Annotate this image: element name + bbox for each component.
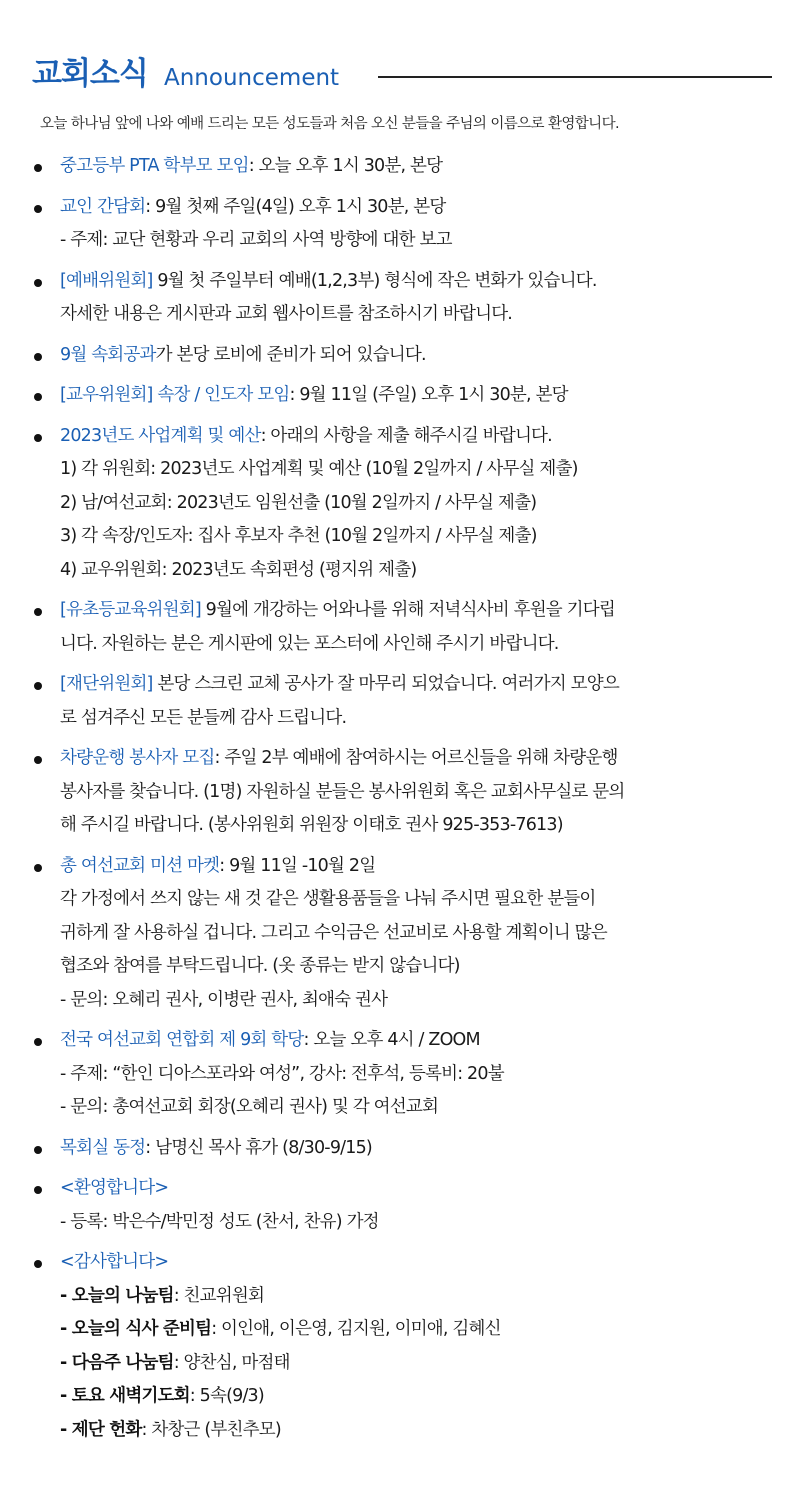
announcement-detail-line — [60, 702, 770, 736]
announcement-text: : 9월 11일 -10월 2일 — [219, 855, 376, 876]
announcement-headline — [60, 850, 770, 884]
announcement-item — [0, 265, 800, 332]
announcement-text: 2) 남/여선교회: 2023년도 임원선출 (10월 2일까지 / 사무실 제출) — [60, 492, 537, 513]
announcement-headline — [60, 668, 770, 702]
announcement-text: : 9월 11일 (주일) 오후 1시 30분, 본당 — [289, 385, 568, 405]
announcement-text: 로 섬겨주신 모든 분들께 감사 드립니다. — [60, 707, 347, 728]
announcement-detail-line — [60, 1206, 770, 1240]
announcement-text: 본당 스크린 교체 공사가 잘 마무리 되었습니다. 여러가지 모양으 — [152, 674, 619, 694]
announcement-item — [0, 594, 800, 661]
announcement-detail-line — [60, 1313, 770, 1347]
announcement-item — [0, 1172, 800, 1239]
announcement-text: 9월 첫 주일부터 예배(1,2,3부) 형식에 작은 변화가 있습니다. — [152, 270, 597, 291]
announcement-text: : 아래의 사항을 제출 해주시길 바랍니다. — [260, 425, 552, 446]
detail-label: - 다음주 나눔팀 — [60, 1352, 174, 1373]
announcement-detail-line — [60, 224, 770, 258]
announcement-item — [0, 742, 800, 843]
announcement-text: 가 본당 로비에 준비가 되어 있습니다. — [155, 344, 426, 365]
announcement-detail-line — [60, 453, 770, 487]
announcement-detail-line — [60, 554, 770, 588]
announcement-detail-line — [60, 520, 770, 554]
announcement-headline — [60, 150, 770, 184]
announcement-item — [0, 150, 800, 184]
detail-label: - 제단 헌화 — [60, 1419, 142, 1440]
announcement-text: - 주제: “한인 디아스포라와 여성”, 강사: 전후석, 등록비: 20불 — [60, 1063, 504, 1084]
announcement-title: [교우위원회] 속장 / 인도자 모임 — [60, 385, 290, 405]
announcement-detail-line — [60, 1414, 770, 1448]
announcement-text: : 5속(9/3) — [189, 1386, 264, 1406]
announcement-text: - 문의: 총여선교회 회장(오혜리 권사) 및 각 여선교회 — [60, 1097, 439, 1117]
detail-label: - 오늘의 나눔팀 — [60, 1285, 174, 1306]
announcement-title: 전국 여선교회 연합회 제 9회 학당 — [60, 1030, 304, 1050]
announcement-text: : 차창근 (부친추모) — [141, 1419, 281, 1440]
announcement-text: 각 가정에서 쓰지 않는 새 것 같은 생활용품들을 나눠 주시면 필요한 분들이 — [60, 889, 596, 909]
announcement-headline — [60, 191, 770, 225]
announcement-text: 봉사자를 찾습니다. (1명) 자원하실 분들은 봉사위원회 혹은 교회사무실로 문의 — [60, 781, 625, 802]
announcement-text: 1) 각 위원회: 2023년도 사업계획 및 예산 (10월 2일까지 / 사무실 제출) — [60, 459, 578, 479]
announcement-title: 총 여선교회 미션 마켓 — [60, 855, 220, 876]
announcement-item — [0, 339, 800, 373]
announcement-item — [0, 1132, 800, 1166]
announcement-text: 4) 교우위원회: 2023년도 속회편성 (평지위 제출) — [60, 559, 417, 580]
announcement-text: 귀하게 잘 사용하실 겁니다. 그리고 수익금은 선교비로 사용할 계획이니 많은 — [60, 922, 607, 943]
announcement-item — [0, 420, 800, 588]
announcement-title: 목회실 동정 — [60, 1137, 146, 1158]
announcement-detail-line — [60, 487, 770, 521]
announcement-title: 2023년도 사업계획 및 예산 — [60, 425, 261, 446]
announcement-title: [재단위원회] — [60, 674, 153, 694]
announcement-title: [예배위원회] — [60, 270, 153, 291]
announcement-title: 9월 속회공과 — [60, 344, 156, 365]
announcement-headline — [60, 1246, 770, 1280]
announcement-detail-line — [60, 1058, 770, 1092]
announcement-item — [0, 1024, 800, 1125]
announcement-text: : 남명신 목사 휴가 (8/30-9/15) — [145, 1137, 372, 1158]
announcement-item — [0, 1246, 800, 1447]
announcement-title: <감사합니다> — [60, 1252, 169, 1272]
announcement-item — [0, 850, 800, 1018]
announcement-title: 교인 간담회 — [60, 196, 146, 217]
announcement-detail-line — [60, 1280, 770, 1314]
announcement-headline — [60, 594, 770, 628]
announcement-text: : 오늘 오후 4시 / ZOOM — [303, 1030, 480, 1050]
announcement-detail-line — [60, 1347, 770, 1381]
announcement-text: 자세한 내용은 게시판과 교회 웹사이트를 참조하시기 바랍니다. — [60, 304, 513, 324]
announcement-text: - 등록: 박은수/박민정 성도 (찬서, 찬유) 가정 — [60, 1211, 379, 1232]
announcement-headline — [60, 339, 770, 373]
announcement-headline — [60, 379, 770, 413]
announcement-text: : 양찬심, 마점태 — [173, 1352, 290, 1373]
page-subtitle: Announcement — [164, 65, 340, 91]
announcement-text: - 문의: 오혜리 권사, 이병란 권사, 최애숙 권사 — [60, 989, 388, 1010]
announcement-title: 중고등부 PTA 학부모 모임 — [60, 156, 249, 176]
announcement-detail-line — [60, 883, 770, 917]
detail-label: - 오늘의 식사 준비팀 — [60, 1319, 212, 1339]
announcement-detail-line — [60, 776, 770, 810]
announcement-detail-line — [60, 950, 770, 984]
announcement-text: : 이인애, 이은영, 김지원, 이미애, 김혜신 — [211, 1319, 501, 1339]
announcement-headline — [60, 265, 770, 299]
announcement-headline — [60, 1024, 770, 1058]
announcement-detail-line — [60, 1091, 770, 1125]
announcement-text: : 9월 첫째 주일(4일) 오후 1시 30분, 본당 — [145, 196, 446, 217]
announcement-item — [0, 191, 800, 258]
announcement-text: 9월에 개강하는 어와나를 위해 저녁식사비 후원을 기다립 — [200, 600, 615, 620]
header-divider — [378, 76, 772, 78]
announcement-text: 해 주시길 바랍니다. (봉사위원회 위원장 이태호 권사 925-353-7613) — [60, 815, 563, 835]
section-header — [32, 52, 772, 102]
announcement-detail-line — [60, 917, 770, 951]
announcement-text: - 주제: 교단 현황과 우리 교회의 사역 방향에 대한 보고 — [60, 230, 452, 250]
announcement-headline — [60, 1172, 770, 1206]
announcement-text: 3) 각 속장/인도자: 집사 후보자 추천 (10월 2일까지 / 사무실 제출) — [60, 526, 537, 546]
announcement-headline — [60, 420, 770, 454]
announcement-item — [0, 379, 800, 413]
announcement-text: 협조와 참여를 부탁드립니다. (옷 종류는 받지 않습니다) — [60, 956, 460, 976]
announcement-text: : 오늘 오후 1시 30분, 본당 — [248, 156, 443, 176]
announcement-title: [유초등교육위원회] — [60, 600, 201, 620]
detail-label: - 토요 새벽기도회 — [60, 1386, 190, 1406]
announcement-detail-line — [60, 1380, 770, 1414]
announcement-headline — [60, 1132, 770, 1166]
page-title: 교회소식 — [32, 56, 148, 92]
announcement-detail-line — [60, 809, 770, 843]
announcement-title: 차량운행 봉사자 모집 — [60, 748, 215, 768]
announcement-detail-line — [60, 298, 770, 332]
announcement-text: 니다. 자원하는 분은 게시판에 있는 포스터에 사인해 주시기 바랍니다. — [60, 633, 559, 654]
announcement-detail-line — [60, 984, 770, 1018]
announcement-title: <환영합니다> — [60, 1178, 169, 1198]
announcement-list — [0, 150, 800, 1447]
announcement-item — [0, 668, 800, 735]
welcome-text: 오늘 하나님 앞에 나와 예배 드리는 모든 성도들과 처음 오신 분들을 주님의 이름으로 환영합니다. — [40, 116, 619, 132]
announcement-text: : 친교위원회 — [173, 1285, 265, 1306]
announcement-detail-line — [60, 628, 770, 662]
announcement-headline — [60, 742, 770, 776]
announcement-text: : 주일 2부 예배에 참여하시는 어르신들을 위해 차량운행 — [214, 748, 618, 768]
